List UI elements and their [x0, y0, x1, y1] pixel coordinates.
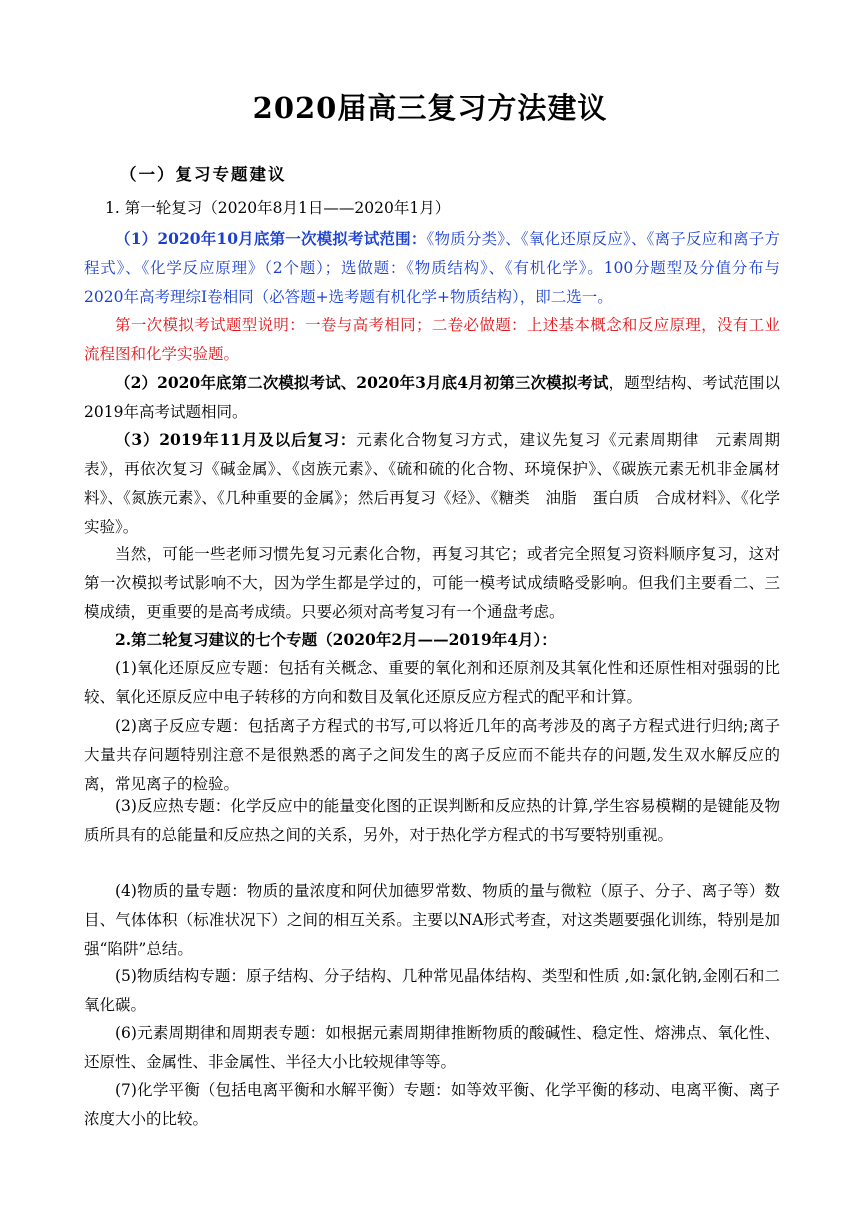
- topic-6: (6)元素周期律和周期表专题：如根据元素周期律推断物质的酸碱性、稳定性、熔沸点、氧化性、还原性、金属性、非金属性、半径大小比较规律等等。: [84, 1024, 780, 1071]
- exam1-text: 《物质分类》、《氧化还原反应》、《离子反应和离子方程式》、《化学反应原理》（2个题）；选做题：《物质结构》、《有机化学》。100分题型及分值分布与2020年高考理综Ⅰ卷相同（必答题+选考题有机化学+物质结构），即二选一。: [84, 230, 780, 306]
- topic-7: (7)化学平衡（包括电离平衡和水解平衡）专题：如等效平衡、化学平衡的移动、电离平衡、离子浓度大小的比较。: [84, 1081, 780, 1128]
- exam2-paragraph: [84, 368, 780, 427]
- topic-5: (5)物质结构专题：原子结构、分子结构、几种常见晶体结构、类型和性质 ,如:氯化钠,金刚石和二氧化碳。: [84, 967, 780, 1014]
- topic-2: (2)离子反应专题：包括离子方程式的书写,可以将近几年的高考涉及的离子方程式进行归纳;离子大量共存问题特别注意不是很熟悉的离子之间发生的离子反应而不能共存的问题,发生双水解反应的离，常见离子的检验。: [84, 717, 780, 793]
- topic-3: (3)反应热专题：化学反应中的能量变化图的正误判断和反应热的计算,学生容易模糊的是键能及物质所具有的总能量和反应热之间的关系，另外，对于热化学方程式的书写要特别重视。: [84, 797, 780, 844]
- exam1-note-paragraph: 第一次模拟考试题型说明：一卷与高考相同；二卷必做题：上述基本概念和反应原理，没有工业流程图和化学实验题。: [84, 316, 780, 363]
- topic-4: (4)物质的量专题：物质的量浓度和阿伏加德罗常数、物质的量与微粒（原子、分子、离子等）数目、气体体积（标准状况下）之间的相互关系。主要以NA形式考查，对这类题要强化训练，特别是加强“陷阱”总结。: [84, 882, 780, 958]
- review3-paragraph: [84, 425, 780, 542]
- topic-1: (1)氧化还原反应专题：包括有关概念、重要的氧化剂和还原剂及其氧化性和还原性相对强弱的比较、氧化还原反应中电子转移的方向和数目及氧化还原反应方程式的配平和计算。: [84, 659, 780, 706]
- exam2-label: （2）2020年底第二次模拟考试、2020年3月底4月初第三次模拟考试: [115, 373, 609, 392]
- section-heading: （一）复习专题建议: [120, 165, 287, 184]
- note-paragraph: 当然，可能一些老师习惯先复习元素化合物，再复习其它；或者完全照复习资料顺序复习，这对第一次模拟考试影响不大，因为学生都是学过的，可能一模考试成绩略受影响。但我们主要看二、三模成绩，更重要的是高考成绩。只要必须对高考复习有一个通盘考虑。: [84, 545, 780, 621]
- document-title: 2020届高三复习方法建议: [252, 91, 608, 125]
- exam1-label: （1）2020年10月底第一次模拟考试范围：: [115, 229, 427, 248]
- exam1-paragraph: [84, 224, 780, 312]
- round1-heading: 1. 第一轮复习（2020年8月1日——2020年1月）: [105, 199, 451, 217]
- exam2-text: ，题型结构、考试范围以2019年高考试题相同。: [84, 374, 780, 421]
- round2-heading: 2.第二轮复习建议的七个专题（2020年2月——2019年4月）：: [115, 630, 557, 649]
- review3-text: 元素化合物复习方式，建议先复习《元素周期律 元素周期表》，再依次复习《碱金属》、《卤族元素》、《硫和硫的化合物、环境保护》、《碳族元素无机非金属材料》、《氮族元素》、《几种重要的金属》；然后再复习《烃》、《糖类 油脂 蛋白质 合成材料》、《化学实验》。: [84, 431, 780, 536]
- review3-label: （3）2019年11月及以后复习：: [115, 430, 357, 449]
